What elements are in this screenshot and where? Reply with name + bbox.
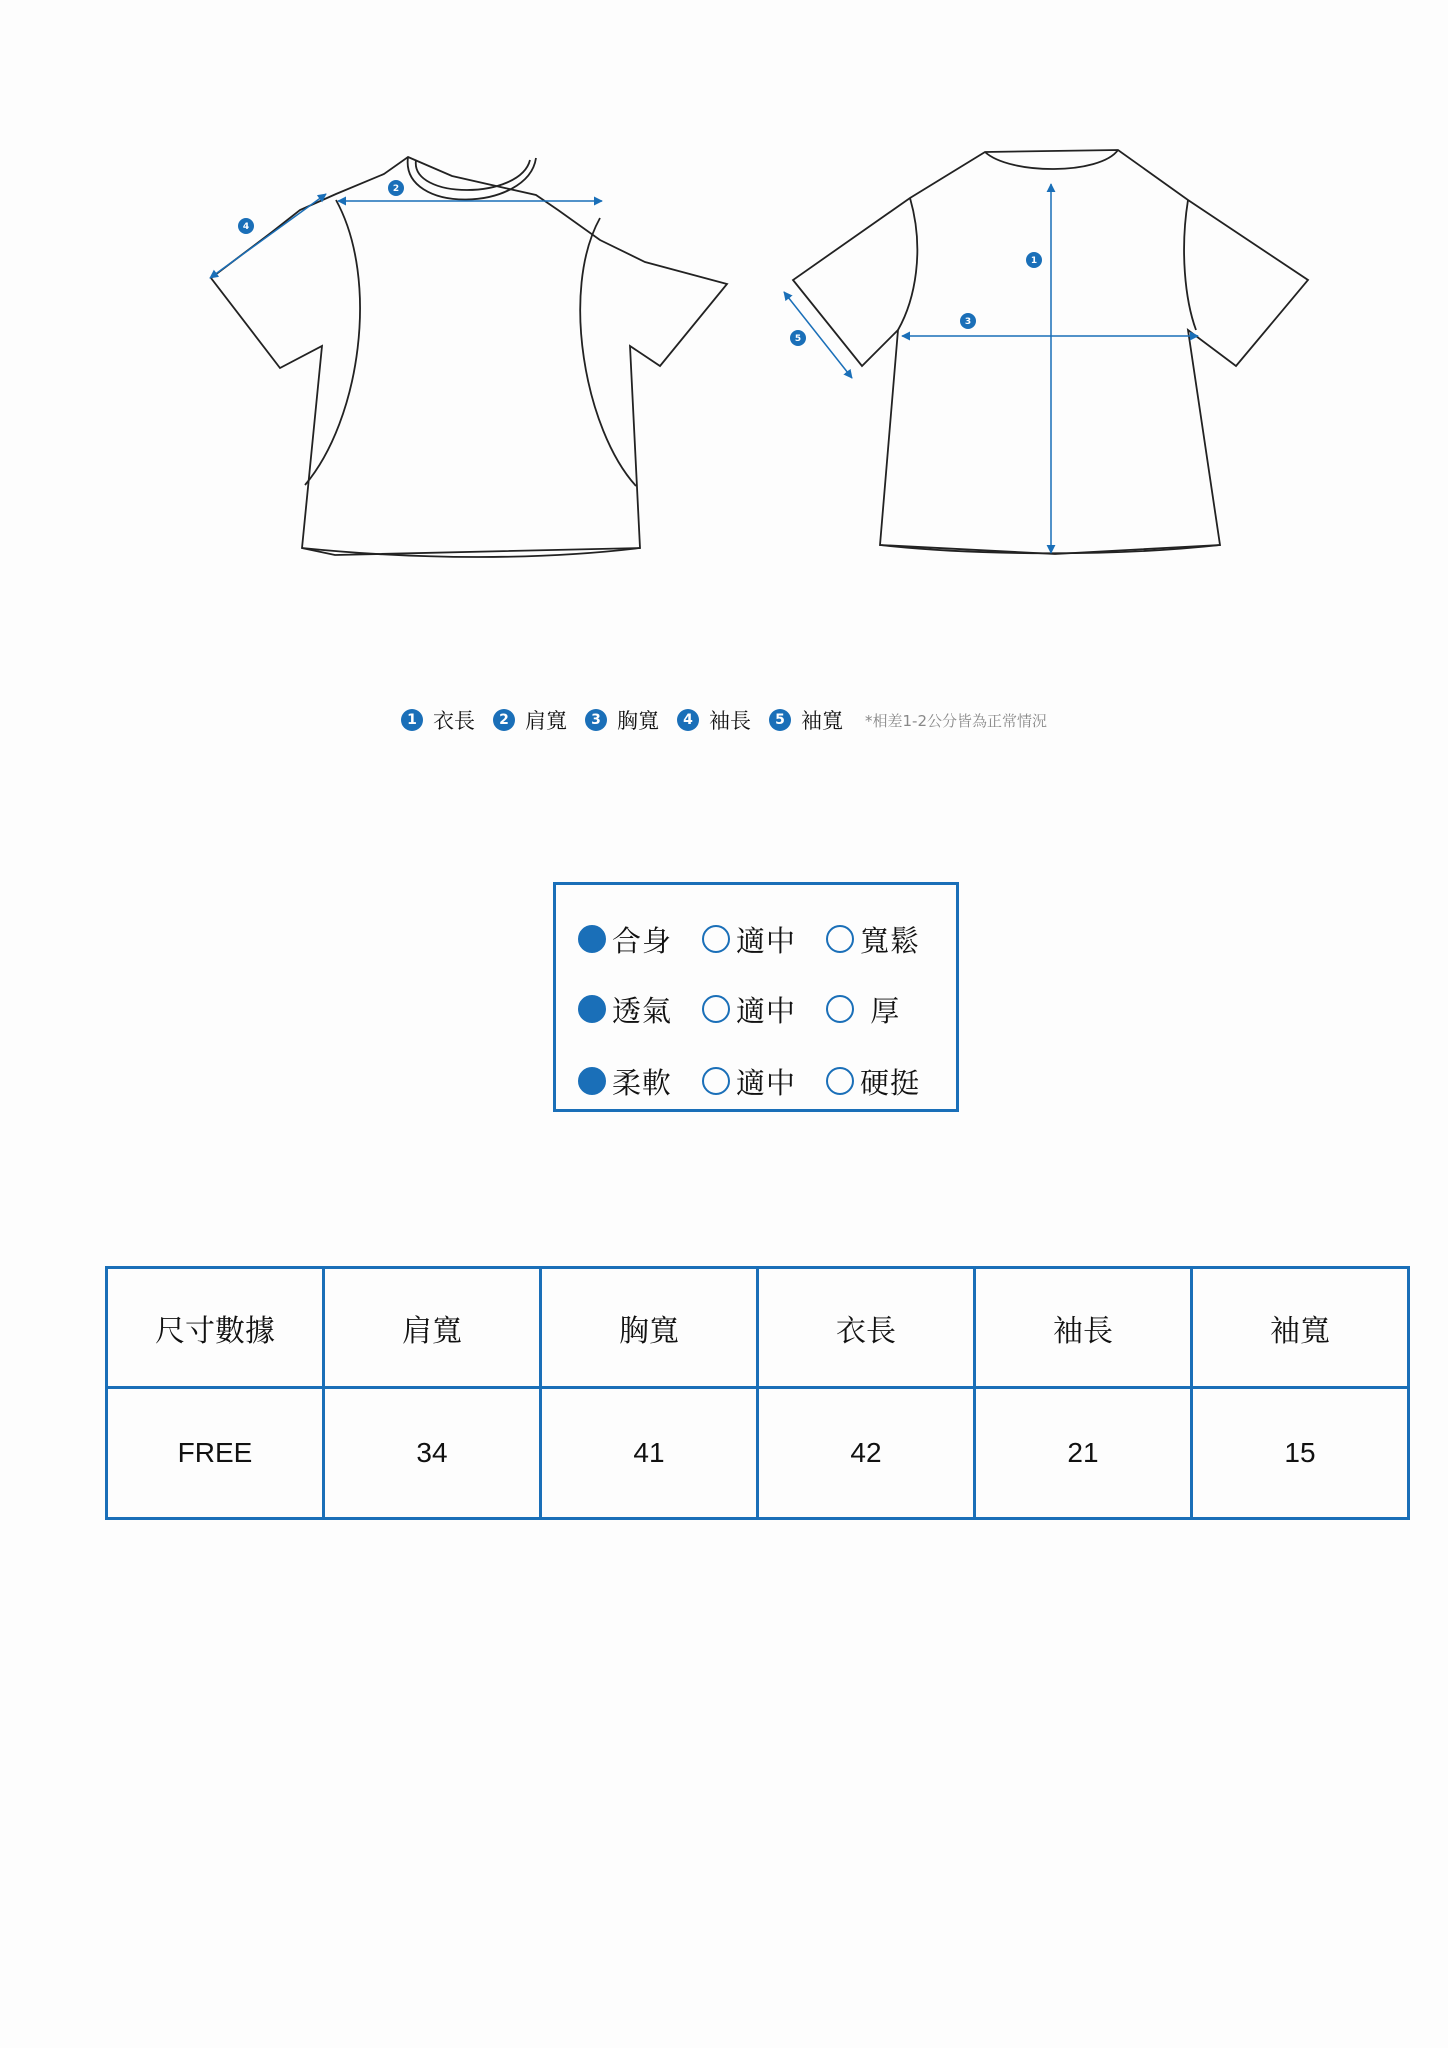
legend-item [677,705,751,735]
table-header-cell: 袖長 [975,1268,1192,1388]
rating-row-fit [578,903,956,975]
rating-option [826,1061,920,1102]
table-cell: 41 [541,1388,758,1519]
number-badge: 3 [585,709,607,731]
option-label: 適中 [736,923,797,958]
number-badge: 1 [401,709,423,731]
table-row [107,1388,1409,1519]
legend-item [401,705,475,735]
number-badge: 5 [769,709,791,731]
option-label: 寬鬆 [860,923,921,958]
legend-label: 袖寬 [800,709,843,733]
table-cell: FREE [107,1388,324,1519]
table-cell: 34 [324,1388,541,1519]
rating-option [702,919,826,960]
rating-option [578,1061,702,1102]
table-cell: 42 [758,1388,975,1519]
empty-dot-icon [702,995,730,1023]
svg-text:4: 4 [242,222,250,232]
filled-dot-icon [578,995,606,1023]
rating-option [702,1061,826,1102]
table-cell: 15 [1192,1388,1409,1519]
badge-3 [960,313,976,329]
rating-row-softness [578,1045,956,1117]
rating-option [826,989,900,1030]
legend-item [769,705,843,735]
table-header-row [107,1268,1409,1388]
option-label: 厚 [860,993,901,1028]
legend-label: 衣長 [432,709,475,733]
svg-text:5: 5 [794,334,802,344]
badge-5 [790,330,806,346]
legend-item [585,705,659,735]
number-badge: 2 [493,709,515,731]
table-header-cell: 衣長 [758,1268,975,1388]
empty-dot-icon [826,1067,854,1095]
empty-dot-icon [702,1067,730,1095]
legend-label: 袖長 [708,709,751,733]
size-table [105,1266,1410,1520]
tolerance-note: *相差1-2公分皆為正常情況 [864,711,1047,730]
option-label: 柔軟 [612,1065,673,1100]
front-tshirt [211,157,727,557]
sleeve-length-arrow [210,194,326,278]
option-label: 適中 [736,1065,797,1100]
badge-2 [388,180,404,196]
table-header-cell: 胸寬 [541,1268,758,1388]
option-label: 合身 [612,923,673,958]
rating-option [578,919,702,960]
option-label: 硬挺 [860,1065,921,1100]
measurement-legend [0,700,1448,740]
table-cell: 21 [975,1388,1192,1519]
rating-option [702,989,826,1030]
option-label: 透氣 [612,993,673,1028]
svg-text:3: 3 [964,317,972,327]
table-header-cell: 尺寸數據 [107,1268,324,1388]
empty-dot-icon [826,995,854,1023]
table-header-cell: 袖寬 [1192,1268,1409,1388]
filled-dot-icon [578,1067,606,1095]
garment-diagram [0,0,1448,600]
badge-4 [238,218,254,234]
number-badge: 4 [677,709,699,731]
table-header-cell: 肩寬 [324,1268,541,1388]
rating-row-thickness [578,973,956,1045]
empty-dot-icon [826,925,854,953]
rating-option [826,919,920,960]
legend-label: 肩寬 [524,709,567,733]
badge-1 [1026,252,1042,268]
legend-label: 胸寬 [616,709,659,733]
rating-option [578,989,702,1030]
svg-text:2: 2 [392,184,400,194]
svg-text:1: 1 [1030,256,1038,266]
empty-dot-icon [702,925,730,953]
filled-dot-icon [578,925,606,953]
fabric-rating-box [553,882,959,1112]
legend-item [493,705,567,735]
option-label: 適中 [736,993,797,1028]
